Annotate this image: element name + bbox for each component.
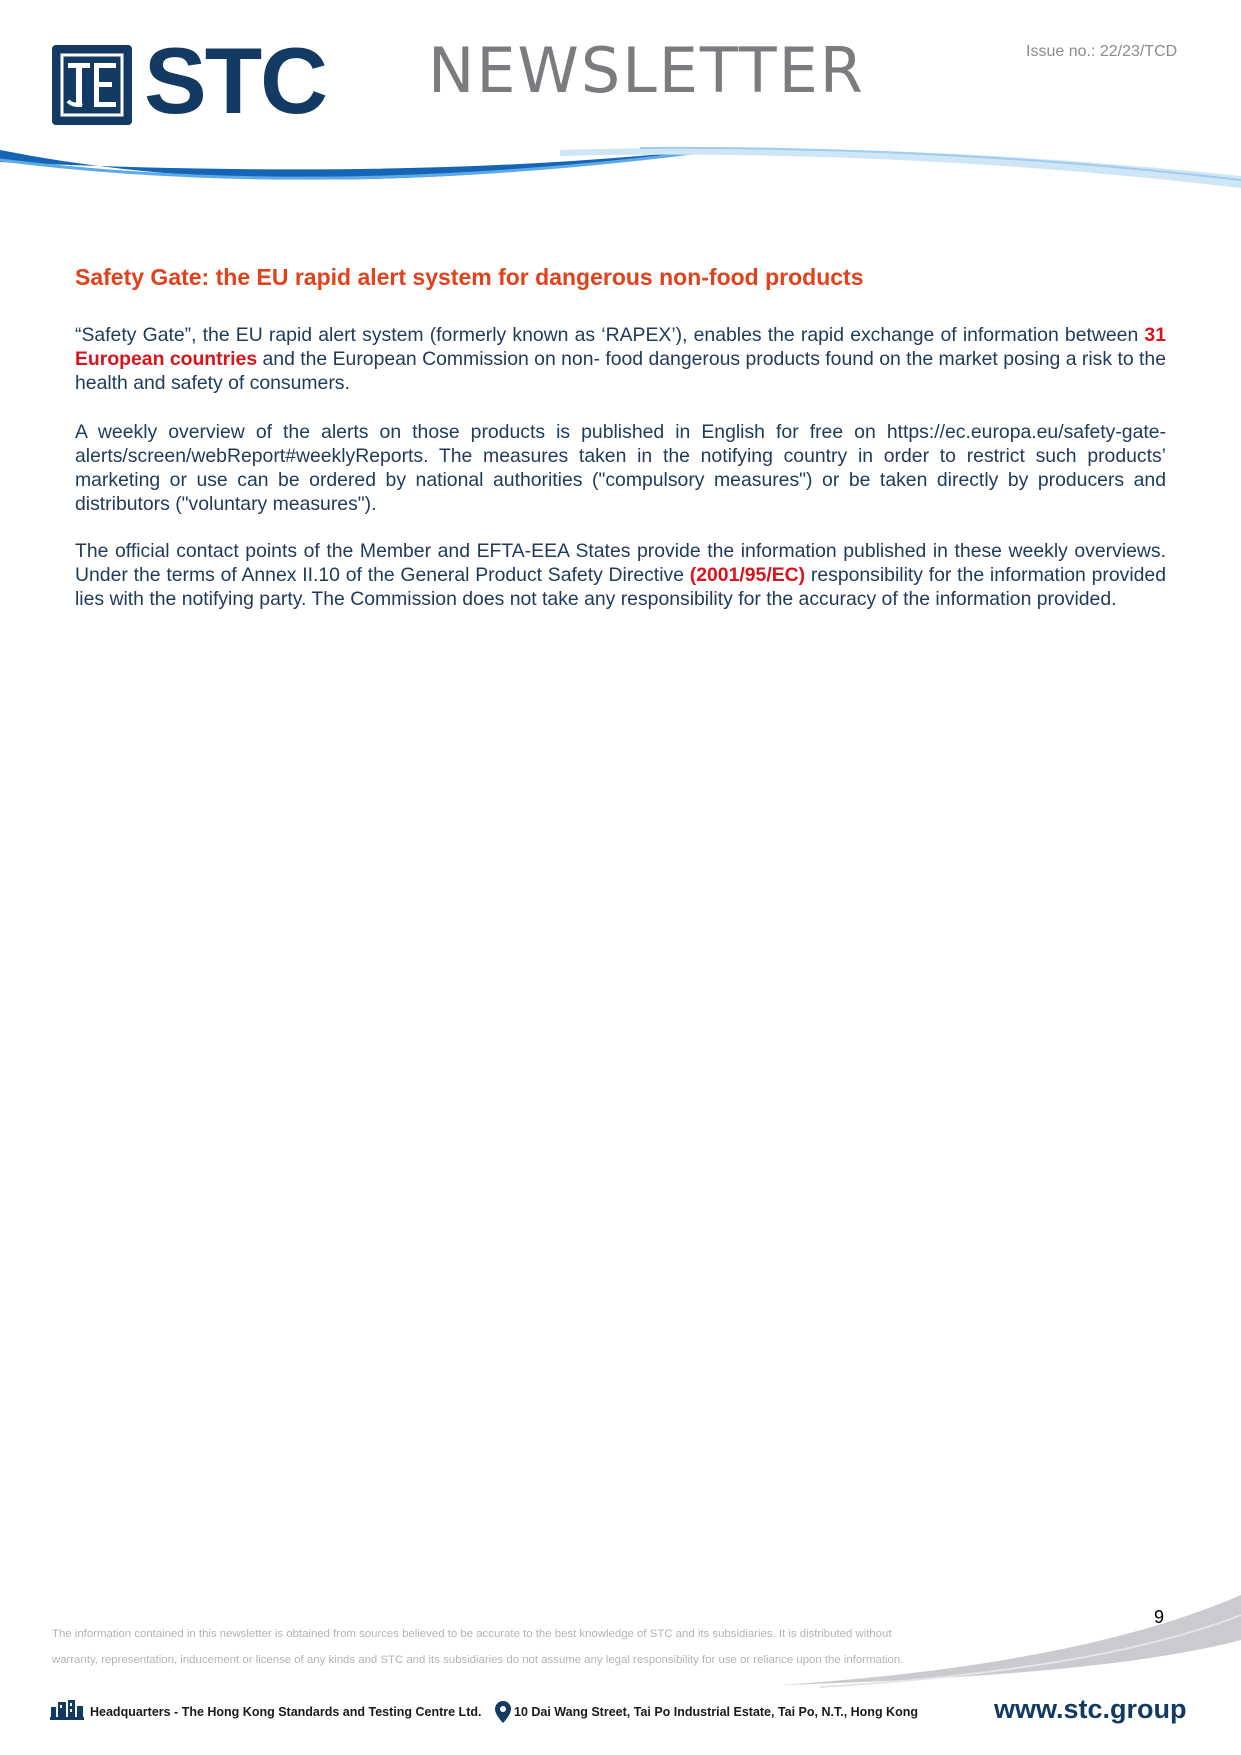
stc-logo-text: STC (144, 28, 326, 133)
footer-swoosh-decoration (780, 1595, 1241, 1690)
header-swoosh-decoration (0, 140, 1241, 200)
page-number: 9 (1154, 1607, 1165, 1627)
disclaimer-line-1: The information contained in this newsletter is obtained from sources believed to be accurate to the best knowledge of STC and its subsidiaries. It is distributed without (52, 1628, 892, 1640)
stc-logo-icon (52, 45, 132, 125)
paragraph-contact-text-b: responsibility for the information provided lies with the notifying party. The Commission does not take any responsibility for the accuracy of the information provided. (75, 564, 1166, 610)
highlight-countries: 31 European countries (75, 324, 1166, 370)
newsletter-heading: NEWSLETTER (428, 34, 865, 107)
address-label: 10 Dai Wang Street, Tai Po Industrial Estate, Tai Po, N.T., Hong Kong (514, 1705, 918, 1719)
website-link[interactable]: www.stc.group (994, 1694, 1187, 1724)
article-title: Safety Gate: the EU rapid alert system for dangerous non-food products (75, 264, 864, 290)
issue-number: Issue no.: 22/23/TCD (1026, 43, 1178, 60)
highlight-directive: (2001/95/EC) (689, 564, 806, 586)
location-pin-icon (495, 1701, 511, 1723)
paragraph-weekly-overview: A weekly overview of the alerts on those products is published in English for free on https://ec.europa.eu/safety-gate-alerts/screen/webReport#weeklyReports. The measures taken in the notifying country in order to restrict such products’ marketing or use can be ordered by national authorities ("compulsory measures") or be taken directly by producers and distributors ("voluntary measures"). (75, 421, 1166, 515)
paragraph-contact-points (75, 539, 1166, 611)
building-icon (48, 1698, 86, 1720)
headquarters-label: Headquarters - The Hong Kong Standards and Testing Centre Ltd. (90, 1705, 482, 1719)
disclaimer-line-2: warranty, representation, inducement or license of any kinds and STC and its subsidiaries do not assume any legal responsibility for use or reliance upon the information. (52, 1654, 904, 1666)
paragraph-contact-text-a: The official contact points of the Member and EFTA-EEA States provide the information published in these weekly overviews. Under the terms of Annex II.10 of the General Product Safety Directive (75, 540, 1166, 586)
paragraph-intro (75, 323, 1166, 395)
paragraph-intro-text-a: “Safety Gate”, the EU rapid alert system (formerly known as ‘RAPEX’), enables the rapid exchange of information between (75, 324, 1145, 346)
paragraph-intro-text-b: and the European Commission on non- food dangerous products found on the market posing a risk to the health and safety of consumers. (75, 348, 1166, 394)
